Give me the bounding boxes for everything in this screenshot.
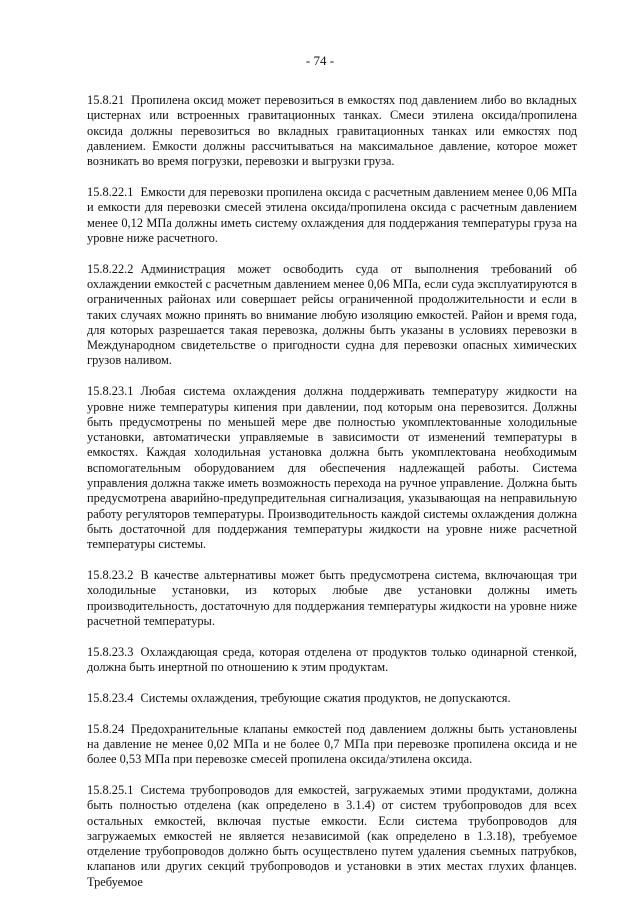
paragraph-number: 15.8.25.1 <box>87 782 134 797</box>
paragraph-15-8-23-4 <box>87 691 577 706</box>
paragraph-number: 15.8.22.2 <box>87 261 134 276</box>
paragraph-text: Система трубопроводов для емкостей, загружаемых этими продуктами, должна быть полностью отделена (как определено в 3.1.4) от систем трубопроводов для всех остальных емкостей, включая пустые емкости. Если система трубопроводов для загружаемых емкостей не является независимой (как определено в 1.3.18), требуемое отделение трубопроводов должно быть осуществлено путем удаления съемных патрубков, клапанов или других секций трубопроводов и установки в этих местах глухих фланцев. Требуемое <box>87 782 577 889</box>
paragraph-15-8-23-2 <box>87 568 577 629</box>
paragraph-text: Емкости для перевозки пропилена оксида с расчетным давлением менее 0,06 МПа и емкости для перевозки смесей этилена оксида/пропилена оксида с расчетным давлением менее 0,12 МПа должны иметь систему охлаждения для поддержания температуры груза на уровне ниже расчетного. <box>87 184 577 245</box>
paragraph-number: 15.8.23.1 <box>87 384 134 399</box>
paragraph-number: 15.8.24 <box>87 721 125 736</box>
paragraph-text: Охлаждающая среда, которая отделена от продуктов только одинарной стенкой, должна быть инертной по отношению к этим продуктам. <box>87 644 577 674</box>
paragraph-15-8-22-2 <box>87 262 577 369</box>
paragraph-15-8-22-1 <box>87 185 577 246</box>
paragraph-number: 15.8.23.2 <box>87 568 134 583</box>
paragraph-15-8-21 <box>87 93 577 169</box>
paragraph-number: 15.8.23.3 <box>87 644 134 659</box>
paragraph-15-8-25-1 <box>87 783 577 890</box>
paragraph-text: Любая система охлаждения должна поддерживать температуру жидкости на уровне ниже температуры кипения при давлении, под которым она перевозится. Должны быть предусмотрены по меньшей мере две полностью укомплектованные холодильные установки, автоматически управляемые в зависимости от изменений температуры в емкостях. Каждая холодильная установка должна быть укомплектована необходимым вспомогательным оборудованием для обеспечения надлежащей работы. Система управления должна также иметь возможность перехода на ручное управление. Должна быть предусмотрена аварийно-предупредительная сигнализация, указывающая на неправильную работу регуляторов температуры. Производительность каждой системы охлаждения должна быть достаточной для поддержания температуры жидкости на уровне ниже расчетной температуры системы. <box>87 384 577 552</box>
document-body <box>87 93 577 906</box>
paragraph-15-8-24 <box>87 722 577 768</box>
paragraph-number: 15.8.22.1 <box>87 184 134 199</box>
paragraph-text: Пропилена оксид может перевозиться в емкостях под давлением либо во вкладных цистернах или встроенных гравитационных танках. Смеси этилена оксида/пропилена оксида должны перевозиться во вкладных гравитационных танках или емкостях под давлением. Емкости должны рассчитываться на максимальное давление, которое может возникать во время погрузки, перевозки и выгрузки груза. <box>87 93 577 169</box>
paragraph-text: Системы охлаждения, требующие сжатия продуктов, не допускаются. <box>140 690 511 705</box>
paragraph-number: 15.8.23.4 <box>87 690 134 705</box>
page-number: - 74 - <box>305 53 335 68</box>
paragraph-text: Администрация может освободить суда от выполнения требований об охлаждении емкостей с расчетным давлением менее 0,06 МПа, если суда эксплуатируются в ограниченных районах или совершает рейсы ограниченной продолжительности и если в таких случаях можно принять во внимание любую изоляцию емкостей. Район и время года, для которых разрешается такая перевозка, должны быть указаны в условиях перевозки в Международном свидетельстве о пригодности судна для перевозки опасных химических грузов наливом. <box>87 261 577 368</box>
paragraph-number: 15.8.21 <box>87 93 125 107</box>
paragraph-15-8-23-3 <box>87 645 577 676</box>
paragraph-text: Предохранительные клапаны емкостей под давлением должны быть установлены на давление не менее 0,02 МПа и не более 0,7 МПа при перевозке пропилена оксида и не более 0,53 МПа при перевозке смесей пропилена оксида/этилена оксида. <box>87 721 577 767</box>
paragraph-15-8-23-1 <box>87 384 577 552</box>
paragraph-text: В качестве альтернативы может быть предусмотрена система, включающая три холодильные установки, из которых любые две установки должны иметь производительность, достаточную для поддержания температуры жидкости на уровне ниже расчетной температуры. <box>87 568 577 628</box>
